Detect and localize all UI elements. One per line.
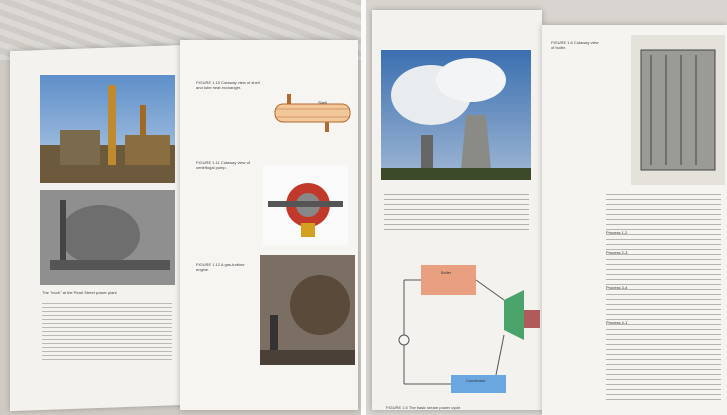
turbine-photo	[40, 190, 175, 285]
caption-long: The "ecoh" at the Pearl Street power plant	[42, 290, 117, 295]
left-page-body-text	[42, 300, 172, 360]
label-boiler: Boiler	[441, 270, 452, 275]
figure-15-caption: FIGURE 1.5 The basic steam power cycle.	[386, 405, 462, 410]
boiler-cutaway	[631, 35, 725, 185]
pump-diagram	[263, 165, 348, 245]
figure-110-caption: FIGURE 1.10 Cutaway view of shell and tube heat exchanger.	[196, 80, 260, 90]
workshop-photo	[260, 255, 355, 365]
steam-cycle-diagram	[386, 240, 541, 405]
left-book-photo	[0, 0, 361, 415]
figure-16-caption: FIGURE 1.6 Cutaway view of boiler.	[551, 40, 599, 50]
figure-111-caption: FIGURE 1.11 Cutaway view of centrifugal pump.	[196, 160, 250, 170]
process-list-text	[606, 190, 721, 400]
process-2-3: Process 2-3	[606, 250, 628, 255]
label-shell: Shell	[318, 100, 327, 105]
refinery-photo	[40, 75, 175, 183]
process-1-2: Process 1-2	[606, 230, 628, 235]
label-condenser: Condenser	[466, 378, 486, 383]
figure-112-caption: FIGURE 1.12 A gas-turbine engine.	[196, 262, 245, 272]
right-book-photo	[366, 0, 727, 415]
body-text-block	[384, 190, 529, 230]
process-3-4: Process 3-4	[606, 285, 628, 290]
cooling-tower-photo	[381, 50, 531, 180]
heat-exchanger-diagram	[265, 90, 355, 138]
process-4-1: Process 4-1	[606, 320, 628, 325]
